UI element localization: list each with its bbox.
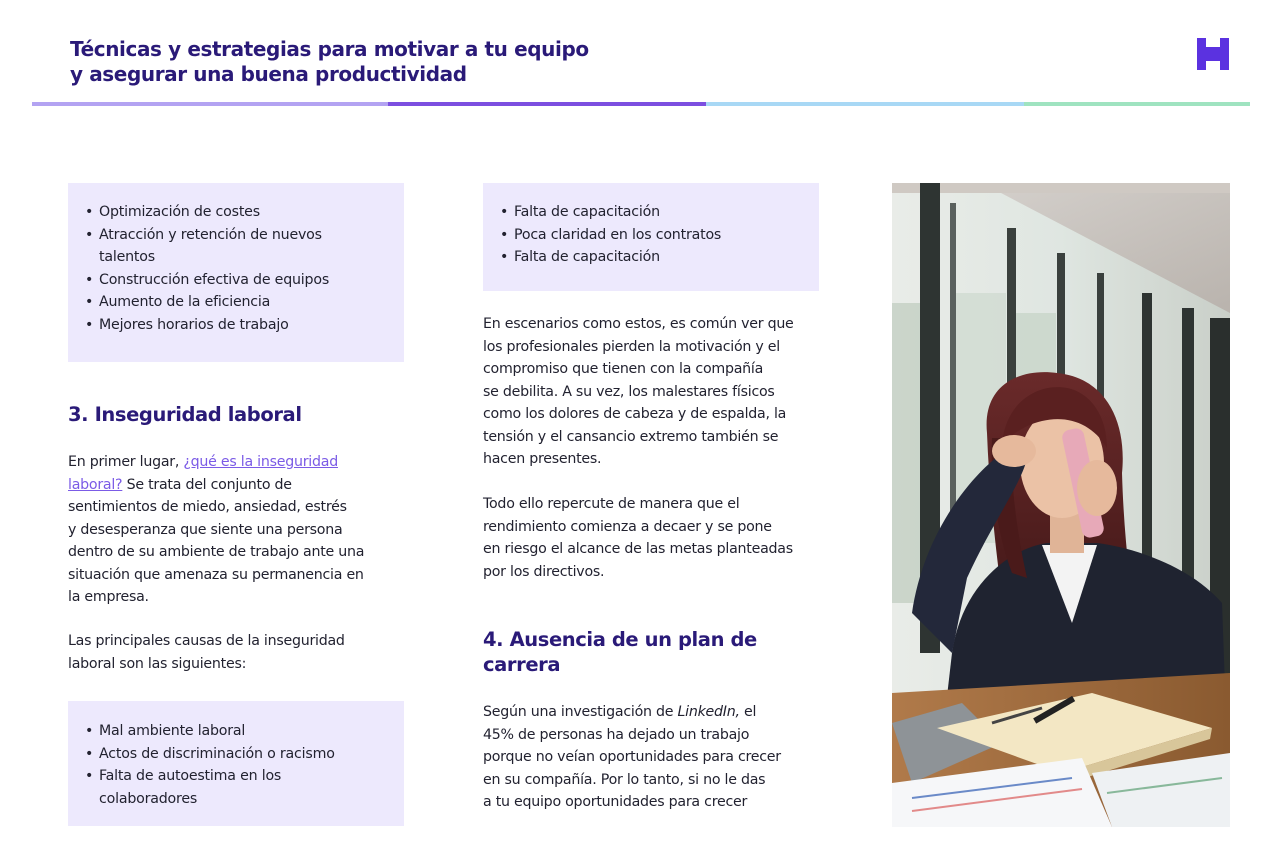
causes-box — [68, 701, 404, 826]
intro-line-1: En primer lugar, ¿qué es la inseguridad — [68, 454, 338, 470]
header-divider-segment-3 — [706, 102, 1024, 106]
list-item: • Falta de capacitación — [500, 201, 805, 224]
causes-continued-box — [483, 183, 819, 291]
text-line: Todo ello repercute de manera que el — [483, 496, 740, 512]
list-item: • Poca claridad en los contratos — [500, 224, 805, 247]
text-line: y desesperanza que siente una persona — [68, 521, 343, 538]
text-line: 45% de personas ha dejado un trabajo — [483, 726, 750, 743]
text-line: hacen presentes. — [483, 451, 602, 467]
header-divider-segment-2 — [388, 102, 706, 106]
linkedin-source: LinkedIn, — [677, 704, 740, 720]
page-title — [70, 37, 630, 87]
inseguridad-laboral-link[interactable]: ¿qué es la inseguridad — [183, 454, 338, 470]
section-heading-inseguridad: 3. Inseguridad laboral — [68, 403, 302, 426]
text-line: los profesionales pierden la motivación y el — [483, 338, 780, 355]
text-line: porque no veían oportunidades para crecer — [483, 749, 781, 765]
text-line: En escenarios como estos, es común ver que — [483, 316, 794, 332]
text-line: como los dolores de cabeza y de espalda, la — [483, 406, 787, 422]
text-line: a tu equipo oportunidades para crecer — [483, 794, 748, 810]
brand-logo-icon — [1197, 38, 1229, 70]
text-line: Según una investigación de LinkedIn, el — [483, 704, 757, 720]
section-heading-plan-carrera: 4. Ausencia de un plan de carrera — [483, 628, 757, 676]
intro-line-2: laboral? Se trata del conjunto de — [68, 476, 292, 493]
causes-intro-paragraph — [68, 630, 408, 675]
list-item: • Mejores horarios de trabajo — [85, 314, 390, 337]
linkedin-research-paragraph — [483, 701, 828, 814]
inseguridad-intro-paragraph — [68, 451, 408, 609]
text-line: laboral son las siguientes: — [68, 655, 247, 672]
page-title-line-2: y asegurar una buena productividad — [70, 62, 467, 86]
list-item: • Optimización de costes — [85, 201, 390, 224]
header-divider-segment-1 — [32, 102, 388, 106]
text-line: compromiso que tienen con la compañía — [483, 361, 764, 377]
list-item: • Falta de capacitación — [500, 246, 805, 269]
list-item: • Construcción efectiva de equipos — [85, 269, 390, 292]
text-line: Las principales causas de la inseguridad — [68, 633, 345, 649]
text-line: en riesgo el alcance de las metas planteadas — [483, 541, 793, 557]
list-item: • Atracción y retención de nuevos talentos — [85, 224, 390, 269]
text-line: tensión y el cansancio extremo también se — [483, 428, 779, 445]
text-line: se debilita. A su vez, los malestares físicos — [483, 383, 775, 400]
text-line: la empresa. — [68, 589, 149, 605]
consequences-paragraph — [483, 313, 828, 471]
stressed-woman-on-phone-photo — [892, 183, 1230, 827]
list-item: • Aumento de la eficiencia — [85, 291, 390, 314]
inseguridad-laboral-link-cont[interactable]: laboral? — [68, 476, 123, 493]
performance-paragraph — [483, 493, 828, 583]
list-item: • Mal ambiente laboral — [85, 720, 390, 743]
list-item: • Actos de discriminación o racismo — [85, 743, 390, 766]
benefits-list — [85, 201, 390, 336]
text-line: en su compañía. Por lo tanto, si no le das — [483, 771, 766, 788]
page-title-line-1: Técnicas y estrategias para motivar a tu equipo — [70, 37, 589, 61]
causes-continued-list — [500, 201, 805, 269]
benefits-box — [68, 183, 404, 362]
text-line: sentimientos de miedo, ansiedad, estrés — [68, 499, 347, 515]
text-line: situación que amenaza su permanencia en — [68, 566, 364, 583]
header-divider-segment-4 — [1024, 102, 1250, 106]
causes-list — [85, 720, 390, 810]
text-line: dentro de su ambiente de trabajo ante una — [68, 544, 365, 560]
list-item: • Falta de autoestima en los colaboradores — [85, 765, 390, 810]
text-line: rendimiento comienza a decaer y se pone — [483, 518, 772, 535]
text-line: por los directivos. — [483, 563, 605, 580]
